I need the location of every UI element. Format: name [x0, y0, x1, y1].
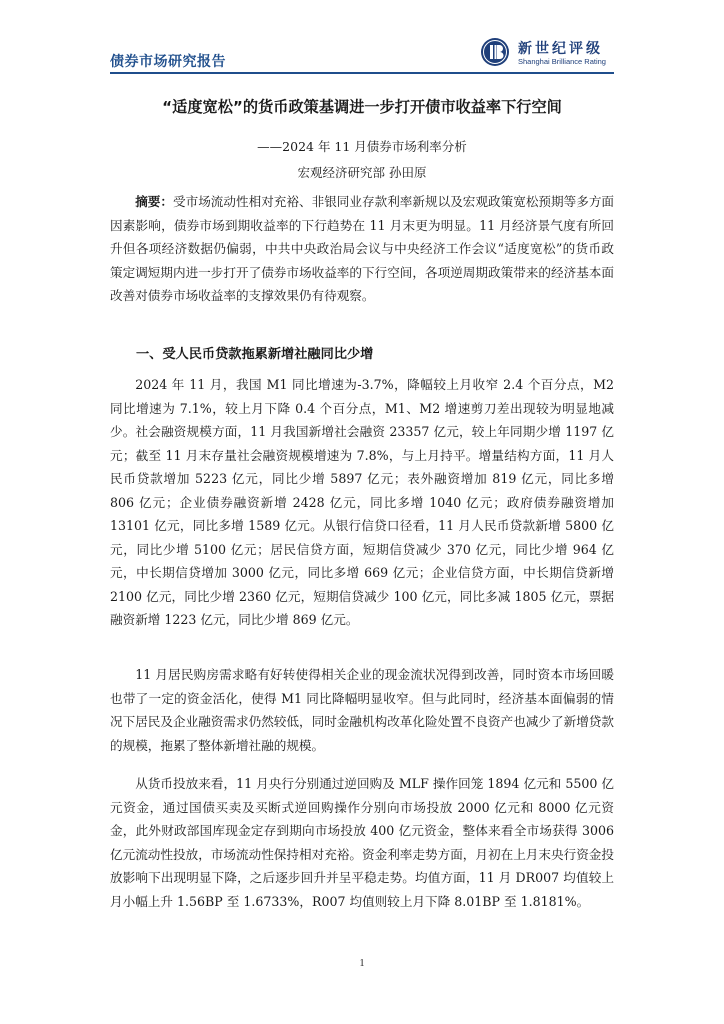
page-number: 1 [359, 958, 365, 969]
section-heading: 一、受人民币贷款拖累新增社融同比少增 [136, 347, 374, 362]
page-header [110, 34, 614, 72]
document-subtitle: ——2024 年 11 月债券市场利率分析 [257, 139, 467, 154]
header-divider [110, 72, 614, 74]
document-title: “适度宽松”的货币政策基调进一步打开债市收益率下行空间 [162, 98, 562, 116]
abstract-text: 受市场流动性相对充裕、非银同业存款利率新规以及宏观政策宽松预期等多方面因素影响，债券市场到期收益率的下行趋势在 11 月末更为明显。11 月经济景气度有所回升但各项经济数据仍偏弱，中共中央政治局会议与中央经济工作会议“适度宽松”的货币政策定调短期内进一步打开了债券市场收益率的下行空间，各项逆周期政策带来的经济基本面改善对债券市场收益率的支撑效果仍有待观察。 [110, 194, 615, 303]
logo-english-name: Shanghai Brilliance Rating [518, 57, 606, 66]
body-paragraph: 从货币投放来看，11 月央行分别通过逆回购及 MLF 操作回笼 1894 亿元和 5500 亿元资金，通过国债买卖及买断式逆回购操作分别向市场投放 2000 亿元和 8000 亿元资金，此外财政部国库现金定存到期向市场投放 400 亿元资金，整体来看全市场获得 3006 亿元流动性投放，市场流动性保持相对充裕。资金利率走势方面，月初在上月末央行资金投放影响下出现明显下降，之后逐步回升并呈平稳走势。均值方面，11 月 DR007 均值较上月小幅上升 1.56BP 至 1.6733%，R007 均值则较上月下降 8.01BP 至 1.8181%。 [110, 776, 614, 909]
abstract-label: 摘要： [135, 194, 173, 209]
abstract-paragraph [110, 190, 614, 308]
report-type-label: 债券市场研究报告 [110, 54, 226, 70]
brand-logo [480, 34, 614, 70]
logo-chinese-name: 新世纪评级 [518, 41, 603, 57]
rating-agency-logo-icon [480, 37, 510, 67]
body-paragraph: 11 月居民购房需求略有好转使得相关企业的现金流状况得到改善，同时资本市场回暖也带了一定的资金活化，使得 M1 同比降幅明显收窄。但与此同时，经济基本面偏弱的情况下居民及企业融资需求仍然较低，同时金融机构改革化险处置不良资产也减少了新增贷款的规模，拖累了整体新增社融的规模。 [110, 667, 614, 753]
body-paragraph: 2024 年 11 月，我国 M1 同比增速为-3.7%，降幅较上月收窄 2.4 个百分点，M2 同比增速为 7.1%，较上月下降 0.4 个百分点，M1、M2 增速剪刀差出现较为明显地减少。社会融资规模方面，11 月我国新增社会融资 23357 亿元，较上年同期少增 1197 亿元；截至 11 月末存量社会融资规模增速为 7.8%，与上月持平。增量结构方面，11 月人民币贷款增加 5223 亿元，同比少增 5897 亿元；表外融资增加 819 亿元，同比多增 806 亿元；企业债券融资新增 2428 亿元，同比多增 1040 亿元；政府债券融资增加 13101 亿元，同比多增 1589 亿元。从银行信贷口径看，11 月人民币贷款新增 5800 亿元，同比少增 5100 亿元；居民信贷方面，短期信贷减少 370 亿元，同比少增 964 亿元，中长期信贷增加 3000 亿元，同比多增 669 亿元；企业信贷方面，中长期信贷新增 2100 亿元，同比少增 2360 亿元，短期信贷减少 100 亿元，同比多减 1805 亿元，票据融资新增 1223 亿元，同比少增 869 亿元。 [110, 377, 614, 627]
author-line: 宏观经济研究部 孙田原 [297, 165, 427, 180]
